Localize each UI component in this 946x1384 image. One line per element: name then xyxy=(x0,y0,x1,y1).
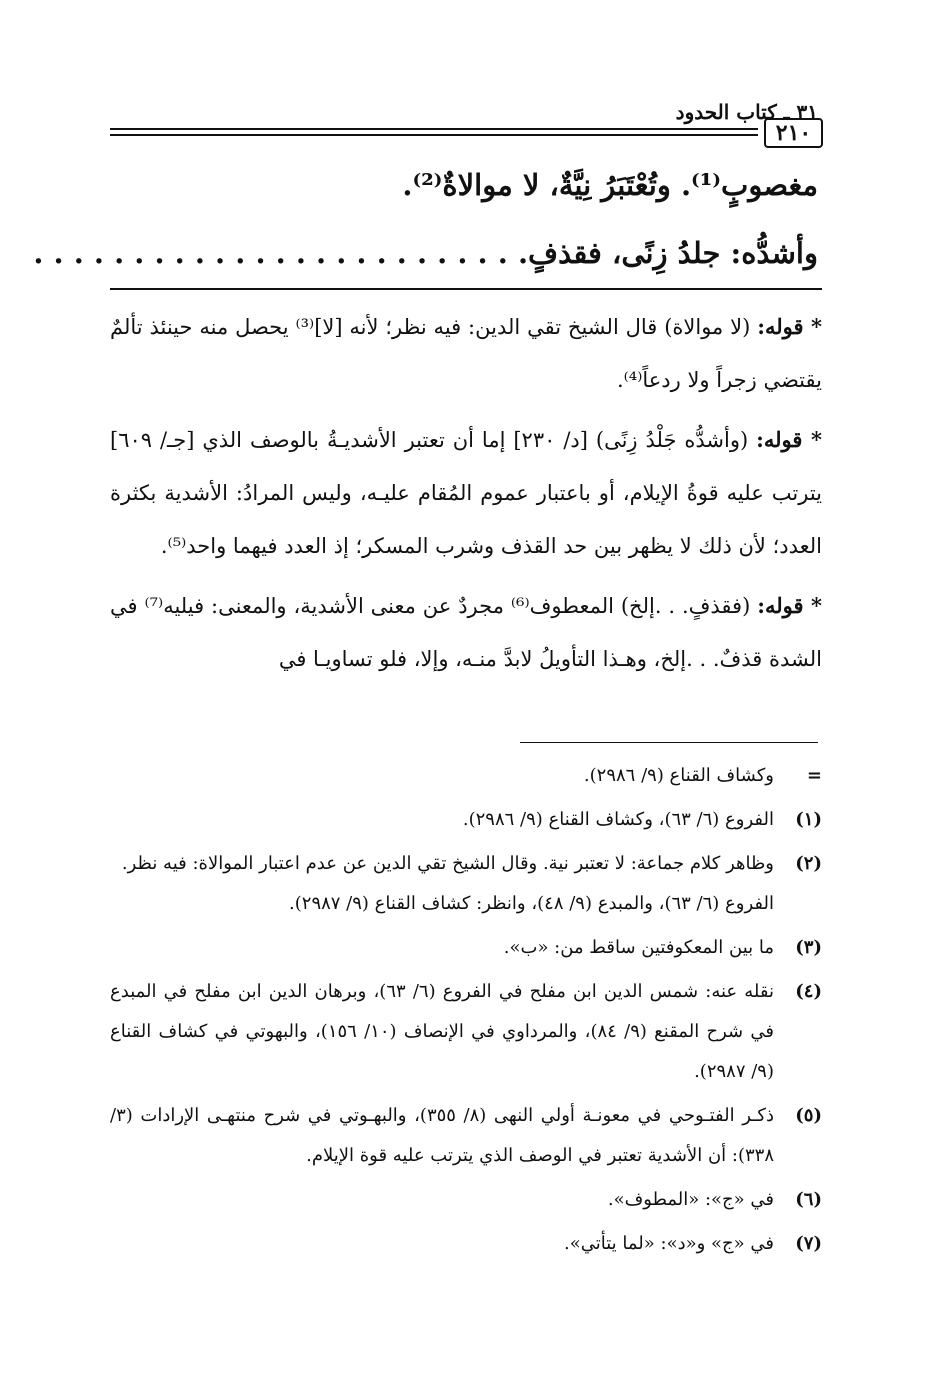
footnote-text: وكشاف القناع (٩/ ٢٩٨٦). xyxy=(583,765,774,786)
commentary-paragraph xyxy=(110,413,822,573)
commentary-text: (فقذفٍ. . .إلخ) المعطوف⁽⁶⁾ مجردٌ عن معنى الأشدية، والمعنى: فيليه⁽⁷⁾ في الشدة قذفٌ. . .إلخ، وهـذا التأويلُ لابدَّ منـه، وإلا، فلو تساويـا في xyxy=(110,594,822,671)
header-rule-bottom xyxy=(110,134,758,136)
footnote-text: في «ج» و«د»: «لما يتأتي». xyxy=(564,1233,774,1254)
footnote-3 xyxy=(110,928,822,968)
footnote-continuation xyxy=(110,756,822,796)
footnote-text: الفروع (٦/ ٦٣)، والمبدع (٩/ ٤٨)، وانظر: كشاف القناع (٩/ ٢٩٨٧). xyxy=(289,893,774,914)
footnote-text: ما بين المعكوفتين ساقط من: «ب». xyxy=(503,937,774,958)
matn-line-2: وأشدُّه: جلدُ زِنًى، فقذفٍ. . . . . . . . . . . . . . . . . . . . . . . . . xyxy=(33,236,818,270)
footnote-text: ذكـر الفتـوحي في معونـة أولي النهى (٨/ ٣٥٥)، والبهـوتي في شرح منتهـى الإرادات (٣/ ٣٣٨): أن الأشدية تعتبر في الوصف الذي يترتب عليه قوة الإيلام. xyxy=(110,1105,774,1166)
matn-line-1: مغصوبٍ⁽¹⁾. وتُعْتَبَرُ نِيَّةٌ، لا موالاةٌ⁽²⁾. xyxy=(402,168,818,202)
matn-divider xyxy=(110,288,822,290)
footnote-separator xyxy=(520,742,818,743)
commentary-paragraph xyxy=(110,300,822,407)
footnote-2 xyxy=(110,844,822,924)
commentary-text: (لا موالاة) قال الشيخ تقي الدين: فيه نظر؛ لأنه [لا]⁽³⁾ يحصل منه حينئذ تألمٌ يقتضي زجراً ولا ردعاً⁽⁴⁾. xyxy=(110,315,822,392)
footnote-mark: (٤) xyxy=(795,981,822,1002)
footnote-mark: (٥) xyxy=(795,1105,822,1126)
page-number-box: ٢١٠ xyxy=(764,118,823,148)
footnote-1 xyxy=(110,800,822,840)
footnote-mark: (٦) xyxy=(795,1189,822,1210)
qawluh-label: * قوله: xyxy=(757,593,823,618)
qawluh-label: * قوله: xyxy=(756,427,822,452)
commentary-paragraph xyxy=(110,579,822,686)
footnote-mark: (٣) xyxy=(795,937,822,958)
footnote-4 xyxy=(110,972,822,1092)
footnote-text: في «ج»: «المطوف». xyxy=(607,1189,774,1210)
footnote-6 xyxy=(110,1180,822,1220)
footnote-5 xyxy=(110,1096,822,1176)
footnote-mark: (٧) xyxy=(795,1233,822,1254)
running-header xyxy=(110,100,818,144)
footnote-7 xyxy=(110,1224,822,1264)
footnotes xyxy=(110,756,822,1268)
qawluh-label: * قوله: xyxy=(757,314,822,339)
footnote-mark: (١) xyxy=(795,809,822,830)
commentary-text: (وأشدُّه جَلْدُ زِنًى) [د/ ٢٣٠] إما أن تعتبر الأشديـةُ بالوصف الذي [جـ/ ٦٠٩] يترتب عليه قوةُ الإيلام، أو باعتبار عموم المُقام عليـه، وليس المرادُ: الأشدية بكثرة العدد؛ لأن ذلك لا يظهر بين حد القذف وشرب المسكر؛ إذ العدد فيهما واحد⁽⁵⁾. xyxy=(110,428,822,558)
header-rule-top xyxy=(110,128,758,130)
footnote-mark: = xyxy=(806,765,822,786)
chapter-title: ٣١ ـ كتاب الحدود xyxy=(675,100,818,124)
commentary xyxy=(110,300,822,692)
footnote-text: الفروع (٦/ ٦٣)، وكشاف القناع (٩/ ٢٩٨٦). xyxy=(462,809,774,830)
footnote-text: نقله عنه: شمس الدين ابن مفلح في الفروع (٦/ ٦٣)، وبرهان الدين ابن مفلح في المبدع في شرح المقنع (٩/ ٨٤)، والمرداوي في الإنصاف (١٠/ ١٥٦)، والبهوتي في كشاف القناع (٩/ ٢٩٨٧). xyxy=(110,981,775,1082)
footnote-text: وظاهر كلام جماعة: لا تعتبر نية. وقال الشيخ تقي الدين عن عدم اعتبار الموالاة: فيه نظر. xyxy=(121,853,774,874)
footnote-mark: (٢) xyxy=(795,853,822,874)
